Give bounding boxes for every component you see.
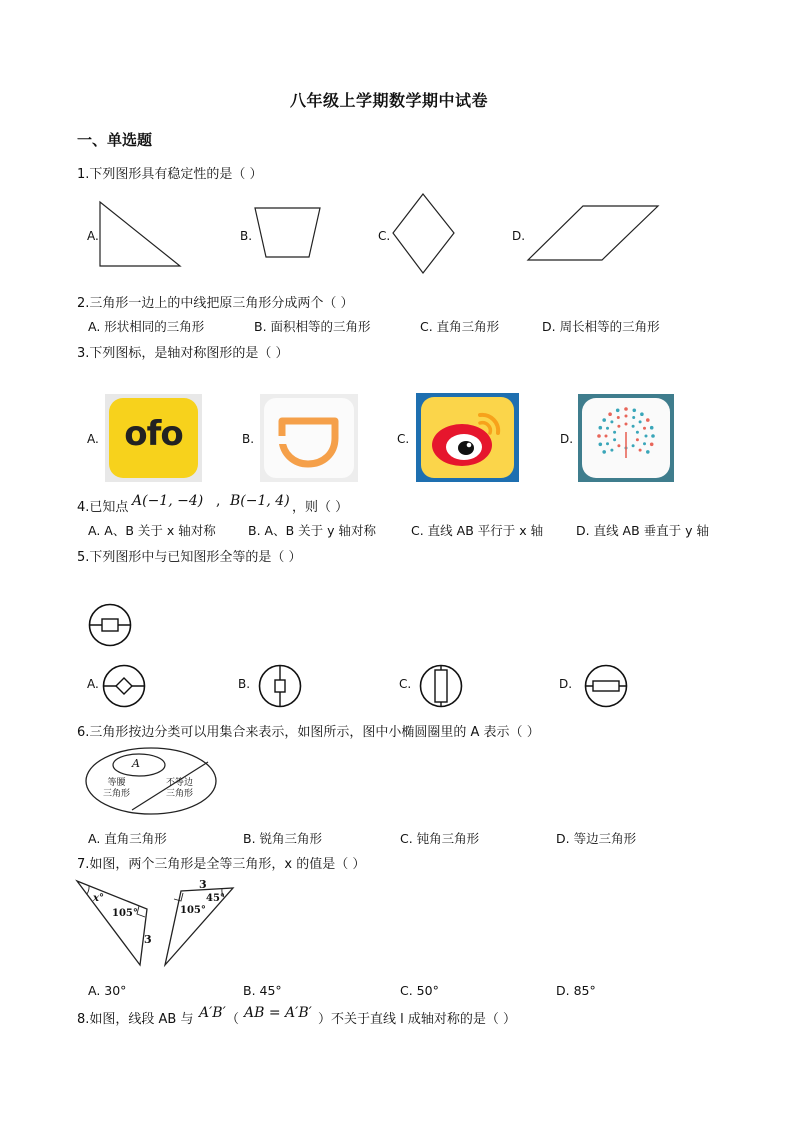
- q7-option-a: A. 30°: [88, 983, 127, 998]
- q2-option-a: A. 形状相同的三角形: [88, 319, 205, 334]
- q7-option-c: C. 50°: [400, 983, 439, 998]
- firework-dot: [608, 412, 612, 416]
- q5-option-c-figure: [418, 663, 464, 709]
- firework-dot: [646, 418, 650, 422]
- question-5: 5.下列图形中与已知图形全等的是（ ）: [77, 550, 302, 565]
- q1-label-c: C.: [378, 229, 391, 243]
- question-3: 3.下列图标，是轴对称图形的是（ ）: [77, 346, 289, 361]
- q3-label-b: B.: [242, 432, 255, 446]
- firework-dot: [645, 435, 648, 438]
- question-4-suffix: ，则（ ）: [292, 500, 349, 515]
- q6-left-label-line1: 等腰: [107, 778, 126, 788]
- q3-label-c: C.: [397, 432, 410, 446]
- q6-option-c: C. 钝角三角形: [400, 831, 480, 846]
- ofo-logo: [105, 394, 202, 482]
- q1-rhombus: [390, 192, 460, 277]
- q4-point-b: B(−1, 4): [230, 493, 290, 509]
- firework-dot: [610, 420, 613, 423]
- q7-triangles: [74, 878, 244, 970]
- question-2: 2.三角形一边上的中线把原三角形分成两个（ ）: [77, 296, 354, 311]
- firework-dot: [602, 418, 606, 422]
- q6-right-label-line2: 三角形: [166, 789, 194, 799]
- question-6: 6.三角形按边分类可以用集合来表示，如图所示，图中小椭圆圈里的 A 表示（ ）: [77, 725, 540, 740]
- q5-option-b-figure: [257, 663, 303, 709]
- q1-label-b: B.: [240, 229, 253, 243]
- section-heading: 一、单选题: [77, 131, 153, 149]
- q8-paren-open: （: [226, 1012, 240, 1027]
- q5-label-d: D.: [559, 677, 573, 691]
- firework-dot: [625, 423, 628, 426]
- firework-dot: [605, 435, 608, 438]
- q5-given-figure: [87, 602, 133, 648]
- firework-dot: [599, 426, 603, 430]
- q6-option-a: A. 直角三角形: [88, 831, 167, 846]
- firework-dot: [616, 409, 620, 413]
- firework-dot: [643, 427, 646, 430]
- firework-dot: [640, 412, 644, 416]
- firework-dot: [610, 449, 613, 452]
- question-8-prefix: 8.如图，线段 AB 与: [77, 1012, 194, 1027]
- q5-label-b: B.: [238, 677, 251, 691]
- q7-side-3-left: 3: [144, 933, 152, 946]
- q2-option-b: B. 面积相等的三角形: [254, 319, 371, 334]
- firework-dot: [643, 442, 646, 445]
- firework-dot: [617, 444, 620, 447]
- q5-option-a-figure: [101, 663, 147, 709]
- q6-inner-label: A: [132, 757, 140, 770]
- firework-dot: [632, 444, 635, 447]
- didi-logo: [260, 394, 358, 482]
- dots-logo: [578, 394, 674, 482]
- q4-option-c: C. 直线 AB 平行于 x 轴: [411, 523, 544, 538]
- firework-dot: [646, 450, 650, 454]
- firework-dot: [650, 426, 654, 430]
- q7-option-b: B. 45°: [243, 983, 282, 998]
- firework-dot: [633, 409, 637, 413]
- firework-dot: [639, 420, 642, 423]
- q4-point-a: A(−1, −4): [132, 493, 204, 509]
- q1-right-triangle: [96, 200, 186, 270]
- firework-dot: [639, 449, 642, 452]
- firework-dot: [602, 450, 606, 454]
- q7-side-3-right: 3: [199, 878, 207, 891]
- q7-option-d: D. 85°: [556, 983, 596, 998]
- firework-dot: [632, 425, 635, 428]
- q7-angle-105-right: 105°: [180, 905, 206, 916]
- question-8-suffix: ）不关于直线 l 成轴对称的是（ ）: [318, 1012, 517, 1027]
- q1-trapezoid: [252, 205, 327, 260]
- q4-separator: ,: [216, 493, 221, 509]
- question-1: 1.下列图形具有稳定性的是（ ）: [77, 167, 263, 182]
- q5-option-d-figure: [583, 663, 629, 709]
- q5-label-c: C.: [399, 677, 412, 691]
- firework-dot: [632, 416, 635, 419]
- firework-dot: [613, 431, 616, 434]
- q1-parallelogram: [525, 203, 665, 265]
- firework-dot: [650, 443, 654, 447]
- q3-label-a: A.: [87, 432, 99, 446]
- q4-option-b: B. A、B 关于 y 轴对称: [248, 523, 376, 538]
- q6-left-label-line2: 三角形: [103, 789, 131, 799]
- q2-option-d: D. 周长相等的三角形: [542, 319, 660, 334]
- q6-option-d: D. 等边三角形: [556, 831, 637, 846]
- q1-label-a: A.: [87, 229, 99, 243]
- q7-angle-105-left: 105°: [112, 908, 138, 919]
- firework-dot: [617, 416, 620, 419]
- q3-label-d: D.: [560, 432, 574, 446]
- q7-angle-45: 45°: [206, 893, 225, 904]
- q4-option-a: A. A、B 关于 x 轴对称: [88, 523, 216, 538]
- firework-dot: [606, 427, 609, 430]
- firework-dot: [651, 434, 655, 438]
- firework-dot: [613, 438, 616, 441]
- firework-dot: [597, 434, 601, 438]
- page-title: 八年级上学期数学期中试卷: [290, 91, 489, 110]
- q7-x-label: x°: [93, 893, 104, 904]
- firework-dot: [624, 407, 628, 411]
- firework-dot: [625, 415, 628, 418]
- q5-label-a: A.: [87, 677, 99, 691]
- q8-segment: A′B′: [199, 1005, 226, 1021]
- question-7: 7.如图，两个三角形是全等三角形，x 的值是（ ）: [77, 857, 366, 872]
- weibo-logo: [416, 393, 519, 482]
- firework-dot: [606, 442, 609, 445]
- q1-label-d: D.: [512, 229, 526, 243]
- question-4-prefix: 4.已知点: [77, 500, 129, 515]
- firework-dot: [636, 431, 639, 434]
- q4-option-d: D. 直线 AB 垂直于 y 轴: [576, 523, 709, 538]
- q6-right-label: [166, 778, 193, 800]
- q6-option-b: B. 锐角三角形: [243, 831, 323, 846]
- firework-dot: [599, 443, 603, 447]
- q6-right-label-line1: 不等边: [166, 778, 194, 788]
- firework-dot: [617, 425, 620, 428]
- q6-left-label: [103, 778, 130, 800]
- q8-equation: AB = A′B′: [244, 1005, 312, 1021]
- ofo-logo-text: ofo: [124, 414, 183, 454]
- firework-dot: [636, 438, 639, 441]
- q2-option-c: C. 直角三角形: [420, 319, 500, 334]
